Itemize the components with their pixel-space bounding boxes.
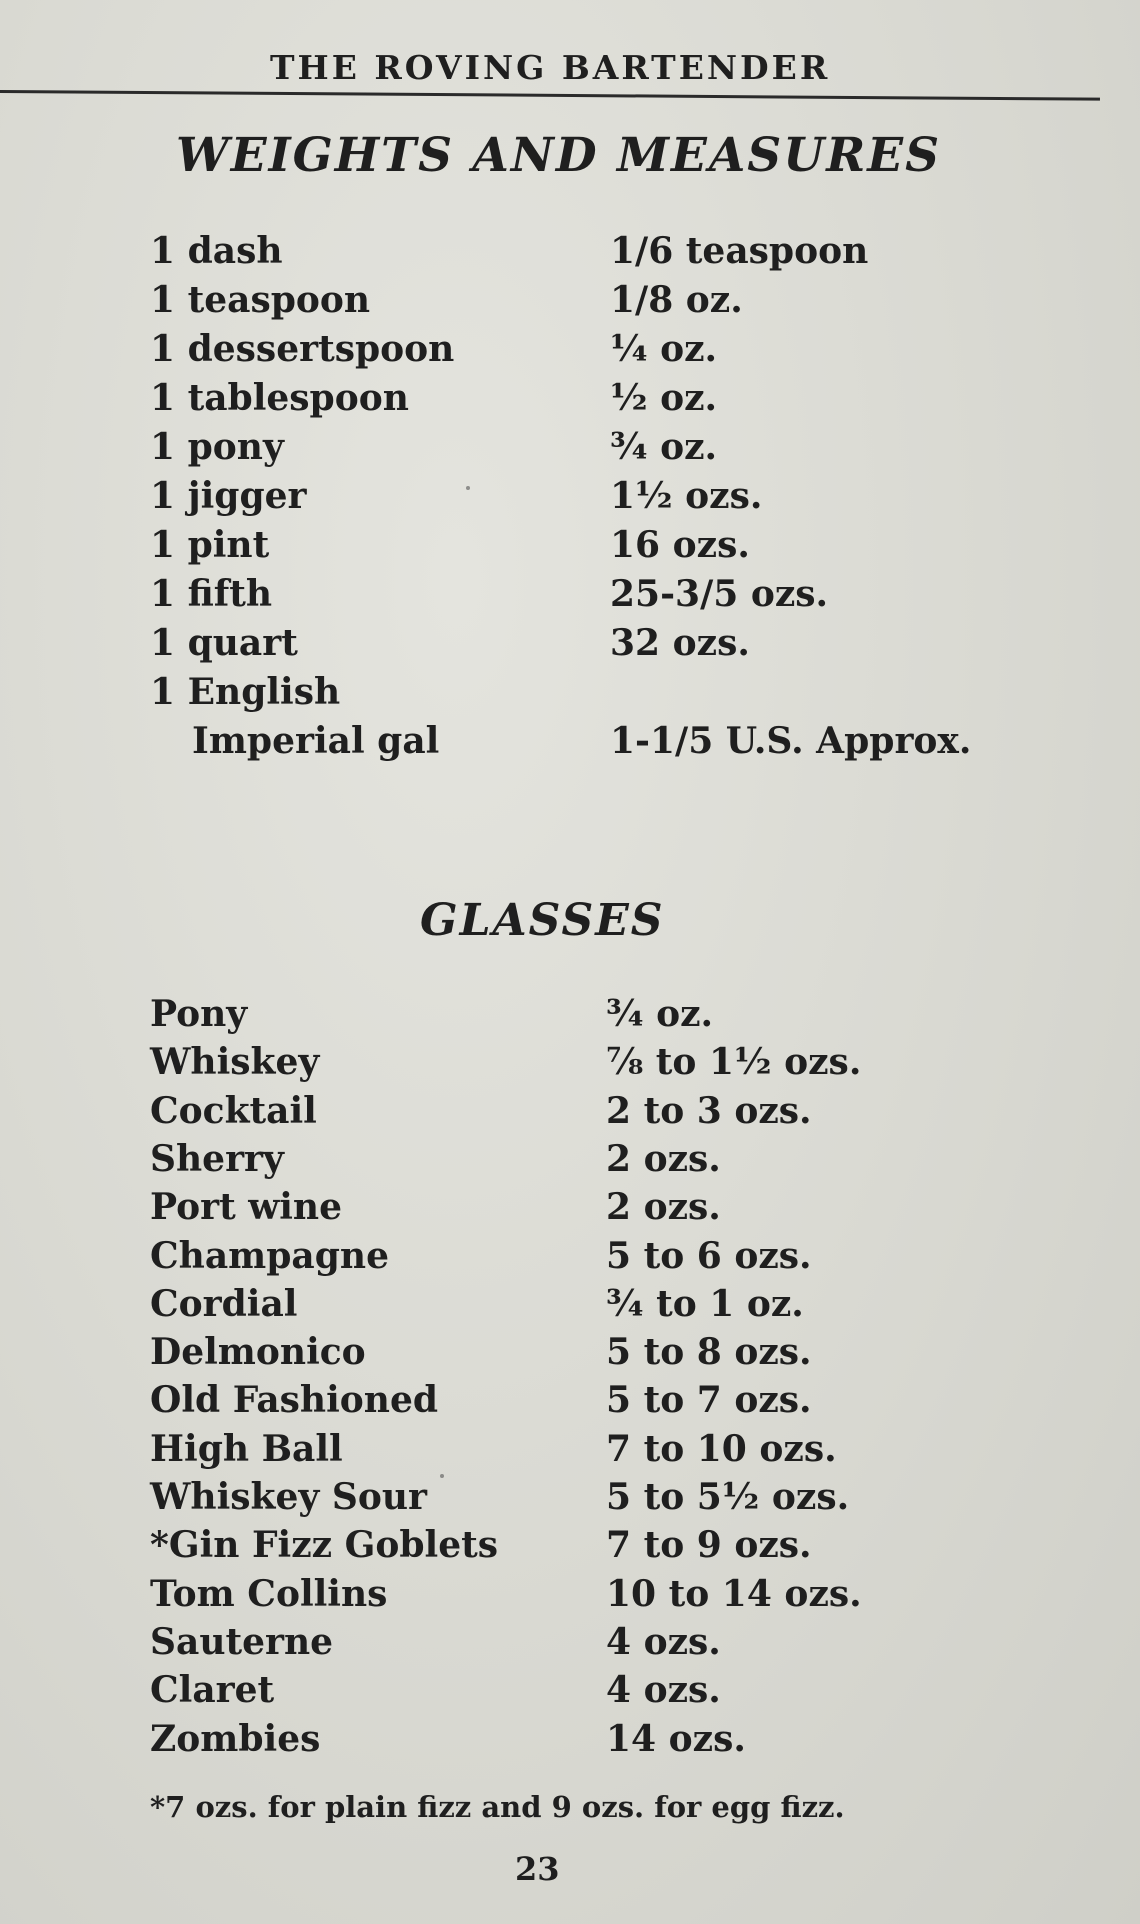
measure-row bbox=[0, 524, 1140, 572]
glass-row bbox=[0, 1283, 1140, 1331]
glass-row bbox=[0, 1524, 1140, 1572]
glass-label: High Ball bbox=[150, 1427, 343, 1470]
measure-value: ¾ oz. bbox=[610, 426, 718, 468]
glass-label: Tom Collins bbox=[150, 1572, 388, 1615]
measure-label: 1 tablespoon bbox=[150, 377, 409, 419]
glass-row bbox=[0, 1621, 1140, 1669]
measure-label: Imperial gal bbox=[192, 720, 440, 762]
measure-label: 1 dessertspoon bbox=[150, 328, 455, 370]
glass-value: 10 to 14 ozs. bbox=[606, 1572, 862, 1615]
measure-label: 1 pony bbox=[150, 426, 284, 468]
glass-row bbox=[0, 1090, 1140, 1138]
measure-value: ¼ oz. bbox=[610, 328, 718, 370]
running-head: THE ROVING BARTENDER bbox=[270, 48, 831, 87]
footnote: *7 ozs. for plain fizz and 9 ozs. for egg fizz. bbox=[150, 1790, 845, 1824]
measure-row bbox=[0, 475, 1140, 523]
glass-value: 2 ozs. bbox=[606, 1137, 721, 1180]
measure-row bbox=[0, 230, 1140, 278]
glass-value: ¾ oz. bbox=[606, 993, 714, 1035]
glass-row bbox=[0, 1476, 1140, 1524]
glass-value: ⅞ to 1½ ozs. bbox=[606, 1041, 862, 1084]
measure-row bbox=[0, 377, 1140, 425]
glass-value: 5 to 6 ozs. bbox=[606, 1234, 812, 1277]
measure-label: 1 quart bbox=[150, 622, 298, 664]
glass-value: 4 ozs. bbox=[606, 1669, 721, 1712]
measure-row bbox=[0, 720, 1140, 768]
measure-value: 32 ozs. bbox=[610, 622, 750, 664]
measure-value: 1/8 oz. bbox=[610, 279, 743, 321]
glass-label: Claret bbox=[150, 1669, 275, 1712]
glass-label: Zombies bbox=[150, 1717, 321, 1760]
glass-label: Cocktail bbox=[150, 1089, 317, 1132]
measure-value: 1½ ozs. bbox=[610, 475, 763, 517]
glass-label: Whiskey bbox=[150, 1041, 320, 1084]
glass-row bbox=[0, 1041, 1140, 1089]
header-rule bbox=[0, 90, 1100, 101]
weights-measures-title: WEIGHTS AND MEASURES bbox=[176, 128, 942, 183]
measure-value: 1-1/5 U.S. Approx. bbox=[610, 720, 972, 762]
measure-value: 25-3/5 ozs. bbox=[610, 573, 829, 615]
glass-value: ¾ to 1 oz. bbox=[606, 1282, 804, 1325]
glass-value: 7 to 10 ozs. bbox=[606, 1427, 837, 1470]
measure-label: 1 fifth bbox=[150, 573, 273, 615]
glass-value: 14 ozs. bbox=[606, 1717, 746, 1760]
glass-value: 5 to 7 ozs. bbox=[606, 1379, 812, 1422]
glass-label: Sherry bbox=[150, 1137, 284, 1180]
glass-value: 5 to 5½ ozs. bbox=[606, 1476, 850, 1518]
glass-row bbox=[0, 1331, 1140, 1379]
glass-label: *Gin Fizz Goblets bbox=[150, 1524, 499, 1567]
glass-value: 5 to 8 ozs. bbox=[606, 1331, 812, 1374]
glass-row bbox=[0, 1573, 1140, 1621]
measure-row bbox=[0, 279, 1140, 327]
measure-row bbox=[0, 622, 1140, 670]
glass-label: Whiskey Sour bbox=[150, 1476, 427, 1518]
paper-speck bbox=[440, 1474, 444, 1478]
measure-value: ½ oz. bbox=[610, 377, 718, 419]
glass-row bbox=[0, 1379, 1140, 1427]
glass-row bbox=[0, 1235, 1140, 1283]
glass-label: Champagne bbox=[150, 1234, 389, 1277]
glass-label: Old Fashioned bbox=[150, 1379, 439, 1422]
paper-speck bbox=[466, 486, 470, 490]
measure-label: 1 teaspoon bbox=[150, 279, 371, 321]
glass-row bbox=[0, 1669, 1140, 1717]
glass-row bbox=[0, 993, 1140, 1041]
measure-row bbox=[0, 573, 1140, 621]
measure-row bbox=[0, 426, 1140, 474]
glass-label: Cordial bbox=[150, 1282, 298, 1325]
glass-value: 2 to 3 ozs. bbox=[606, 1089, 812, 1132]
glass-row bbox=[0, 1138, 1140, 1186]
measure-label: 1 pint bbox=[150, 524, 270, 566]
measure-value: 16 ozs. bbox=[610, 524, 750, 566]
glass-label: Pony bbox=[150, 993, 248, 1035]
measure-label: 1 English bbox=[150, 671, 341, 713]
measure-label: 1 dash bbox=[150, 230, 283, 272]
glass-label: Delmonico bbox=[150, 1331, 366, 1374]
glass-row bbox=[0, 1428, 1140, 1476]
glass-value: 2 ozs. bbox=[606, 1186, 721, 1229]
glass-row bbox=[0, 1186, 1140, 1234]
glass-label: Port wine bbox=[150, 1186, 342, 1229]
measure-row bbox=[0, 328, 1140, 376]
glass-value: 4 ozs. bbox=[606, 1620, 721, 1663]
glass-row bbox=[0, 1718, 1140, 1766]
glasses-title: GLASSES bbox=[420, 895, 665, 946]
measure-value: 1/6 teaspoon bbox=[610, 230, 869, 272]
glass-value: 7 to 9 ozs. bbox=[606, 1524, 812, 1567]
page-number: 23 bbox=[515, 1850, 560, 1888]
glass-label: Sauterne bbox=[150, 1620, 334, 1663]
measure-label: 1 jigger bbox=[150, 475, 307, 517]
measure-row bbox=[0, 671, 1140, 719]
